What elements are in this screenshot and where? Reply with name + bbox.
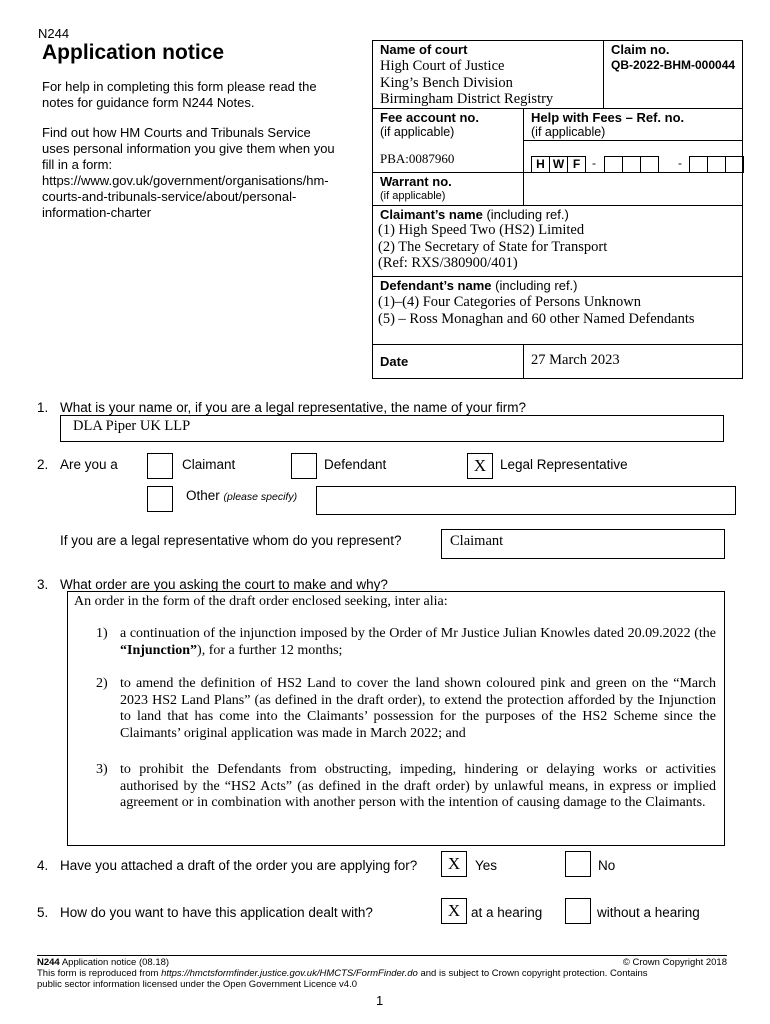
other-checkbox[interactable] bbox=[147, 486, 173, 512]
q5-number: 5. bbox=[37, 905, 49, 920]
order-item-text-part: ), for a further 12 months; bbox=[197, 642, 343, 658]
court-name-line: High Court of Justice bbox=[380, 58, 505, 74]
without-hearing-label: without a hearing bbox=[597, 905, 700, 920]
privacy-line: uses personal information you give them when you bbox=[42, 141, 335, 156]
footer-reproduction-note bbox=[37, 968, 648, 979]
page-number: 1 bbox=[376, 993, 384, 1008]
represent-question: If you are a legal representative whom do you represent? bbox=[60, 533, 402, 548]
firm-name-field[interactable] bbox=[60, 415, 724, 442]
order-item-number: 3) bbox=[96, 762, 108, 777]
other-option-label bbox=[186, 488, 297, 503]
warrant-label: Warrant no. bbox=[380, 174, 452, 189]
defendant-line: (5) – Ross Monaghan and 60 other Named Defendants bbox=[378, 311, 695, 327]
represent-field[interactable] bbox=[441, 529, 725, 559]
q1-text: What is your name or, if you are a legal representative, the name of your firm? bbox=[60, 400, 526, 415]
order-item-number: 1) bbox=[96, 626, 108, 641]
legal-rep-option-label: Legal Representative bbox=[500, 457, 628, 472]
privacy-url[interactable]: courts-and-tribunals-service/about/personal- bbox=[42, 189, 297, 204]
hwf-cell bbox=[707, 156, 726, 173]
footer-licence: public sector information licensed under the Open Government Licence v4.0 bbox=[37, 979, 358, 990]
firm-name-value: DLA Piper UK LLP bbox=[73, 418, 191, 434]
other-specify-field[interactable] bbox=[316, 486, 736, 515]
defendant-label-suffix: (including ref.) bbox=[495, 278, 578, 293]
warrant-no-field[interactable] bbox=[524, 173, 742, 204]
claimant-option-label: Claimant bbox=[182, 457, 236, 472]
draft-no-checkbox[interactable] bbox=[565, 851, 591, 877]
fee-account-value[interactable]: PBA:0087960 bbox=[380, 151, 455, 166]
q5-text: How do you want to have this application dealt with? bbox=[60, 905, 373, 920]
hwf-hint: (if applicable) bbox=[531, 125, 606, 139]
draft-yes-label: Yes bbox=[475, 858, 498, 873]
hwf-cell bbox=[640, 156, 659, 173]
hwf-cell bbox=[725, 156, 744, 173]
hwf-label: Help with Fees – Ref. no. bbox=[531, 110, 685, 125]
help-text: For help in completing this form please read the notes for guidance form N244 Notes. bbox=[42, 79, 317, 110]
order-item-text bbox=[120, 762, 716, 812]
footer-form-desc: Application notice (08.18) bbox=[61, 957, 170, 968]
q3-text: What order are you asking the court to make and why? bbox=[60, 577, 388, 592]
hwf-cell: H bbox=[531, 156, 550, 173]
draft-yes-checkbox[interactable]: X bbox=[441, 851, 467, 877]
hwf-cell bbox=[689, 156, 708, 173]
q2-text: Are you a bbox=[60, 457, 118, 472]
q4-number: 4. bbox=[37, 858, 49, 873]
privacy-line: fill in a form: bbox=[42, 157, 113, 172]
order-item-text-part: a continuation of the injunction imposed by the Order of Mr Justice Julian Knowles dated 20.09.2022 (the bbox=[120, 626, 716, 641]
order-details-field[interactable] bbox=[67, 591, 725, 846]
claimant-name-value[interactable] bbox=[378, 222, 607, 272]
claim-no-value[interactable]: QB-2022-BHM-000044 bbox=[611, 58, 736, 72]
hwf-dash: - bbox=[678, 156, 682, 170]
claimant-label-suffix: (including ref.) bbox=[486, 207, 569, 222]
privacy-url[interactable]: information-charter bbox=[42, 205, 152, 220]
claim-no-label: Claim no. bbox=[611, 42, 670, 57]
claimant-label-text: Claimant’s name bbox=[380, 207, 483, 222]
without-hearing-checkbox[interactable] bbox=[565, 898, 591, 924]
order-item-text bbox=[120, 676, 716, 742]
date-label: Date bbox=[380, 354, 409, 369]
defendant-option-label: Defendant bbox=[324, 457, 387, 472]
claimant-line: (2) The Secretary of State for Transport bbox=[378, 238, 608, 255]
order-item-text bbox=[120, 626, 716, 659]
claimant-name-label bbox=[380, 207, 569, 222]
fee-account-label: Fee account no. bbox=[380, 110, 479, 125]
hwf-cell: W bbox=[549, 156, 568, 173]
page-title: Application notice bbox=[42, 41, 225, 64]
draft-no-label: No bbox=[598, 858, 616, 873]
court-name-label: Name of court bbox=[380, 42, 468, 57]
defendant-name-value[interactable] bbox=[378, 294, 695, 328]
at-hearing-label: at a hearing bbox=[471, 905, 543, 920]
court-name-value bbox=[380, 58, 553, 108]
hwf-cell bbox=[622, 156, 641, 173]
footer-repro-url[interactable]: https://hmctsformfinder.justice.gov.uk/HMCTS/FormFinder.do bbox=[161, 968, 418, 979]
privacy-notice bbox=[42, 125, 335, 221]
defendant-name-label bbox=[380, 278, 578, 293]
defendant-line: (1)–(4) Four Categories of Persons Unknown bbox=[378, 294, 641, 310]
defendant-checkbox[interactable] bbox=[291, 453, 317, 479]
fee-account-hint: (if applicable) bbox=[380, 125, 455, 139]
hwf-cell: F bbox=[567, 156, 586, 173]
legal-rep-checkbox[interactable]: X bbox=[467, 453, 493, 479]
q4-text: Have you attached a draft of the order you are applying for? bbox=[60, 858, 418, 873]
q1-number: 1. bbox=[37, 400, 49, 415]
claimant-line: (Ref: RXS/380900/401) bbox=[378, 255, 518, 271]
defendant-label-text: Defendant’s name bbox=[380, 278, 492, 293]
footer-copyright: © Crown Copyright 2018 bbox=[622, 957, 727, 968]
claimant-checkbox[interactable] bbox=[147, 453, 173, 479]
privacy-url[interactable]: https://www.gov.uk/government/organisations/hm- bbox=[42, 173, 329, 188]
q2-number: 2. bbox=[37, 457, 49, 472]
warrant-hint: (if applicable) bbox=[380, 190, 446, 202]
order-item-defined-term: “Injunction” bbox=[120, 642, 198, 658]
form-code: N244 bbox=[38, 26, 70, 41]
hwf-dash: - bbox=[592, 156, 596, 170]
privacy-line: Find out how HM Courts and Tribunals Service bbox=[42, 125, 311, 140]
court-name-line: King’s Bench Division bbox=[380, 74, 513, 91]
order-item-number: 2) bbox=[96, 676, 108, 691]
court-name-line: Birmingham District Registry bbox=[380, 91, 554, 107]
date-value[interactable]: 27 March 2023 bbox=[531, 352, 620, 368]
represent-value: Claimant bbox=[450, 533, 504, 549]
footer-form-code: N244 bbox=[37, 957, 60, 968]
footer-form-id bbox=[37, 957, 169, 968]
footer-repro-text: and is subject to Crown copyright protection. Contains bbox=[417, 968, 648, 979]
hwf-cell bbox=[604, 156, 623, 173]
footer-repro-text: This form is reproduced from bbox=[37, 968, 162, 979]
other-label-text: Other bbox=[186, 488, 220, 503]
other-hint: (please specify) bbox=[223, 491, 298, 503]
at-hearing-checkbox[interactable]: X bbox=[441, 898, 467, 924]
q3-number: 3. bbox=[37, 577, 49, 592]
claimant-line: (1) High Speed Two (HS2) Limited bbox=[378, 222, 585, 238]
footer-divider bbox=[37, 955, 727, 956]
order-intro: An order in the form of the draft order enclosed seeking, inter alia: bbox=[74, 594, 448, 609]
order-item-text-part: to prohibit the Defendants from obstructing, impeding, hindering or delaying works or activities authorised by the “HS2 Acts” (as defined in the draft order) by unlawful means, in express or implied agreement or in combination with another person with the intention of causing damage to the Claimants. bbox=[120, 762, 716, 810]
order-item-text-part: to amend the definition of HS2 Land to cover the land shown coloured pink and green on the “March 2023 HS2 Land Plans” (as defined in the draft order), to extend the protection afforded by the Injunction to land that has come into the Claimants’ possession for the purposes of the HS2 Scheme since the Claimants’ original application was made in March 2022; and bbox=[120, 676, 716, 741]
